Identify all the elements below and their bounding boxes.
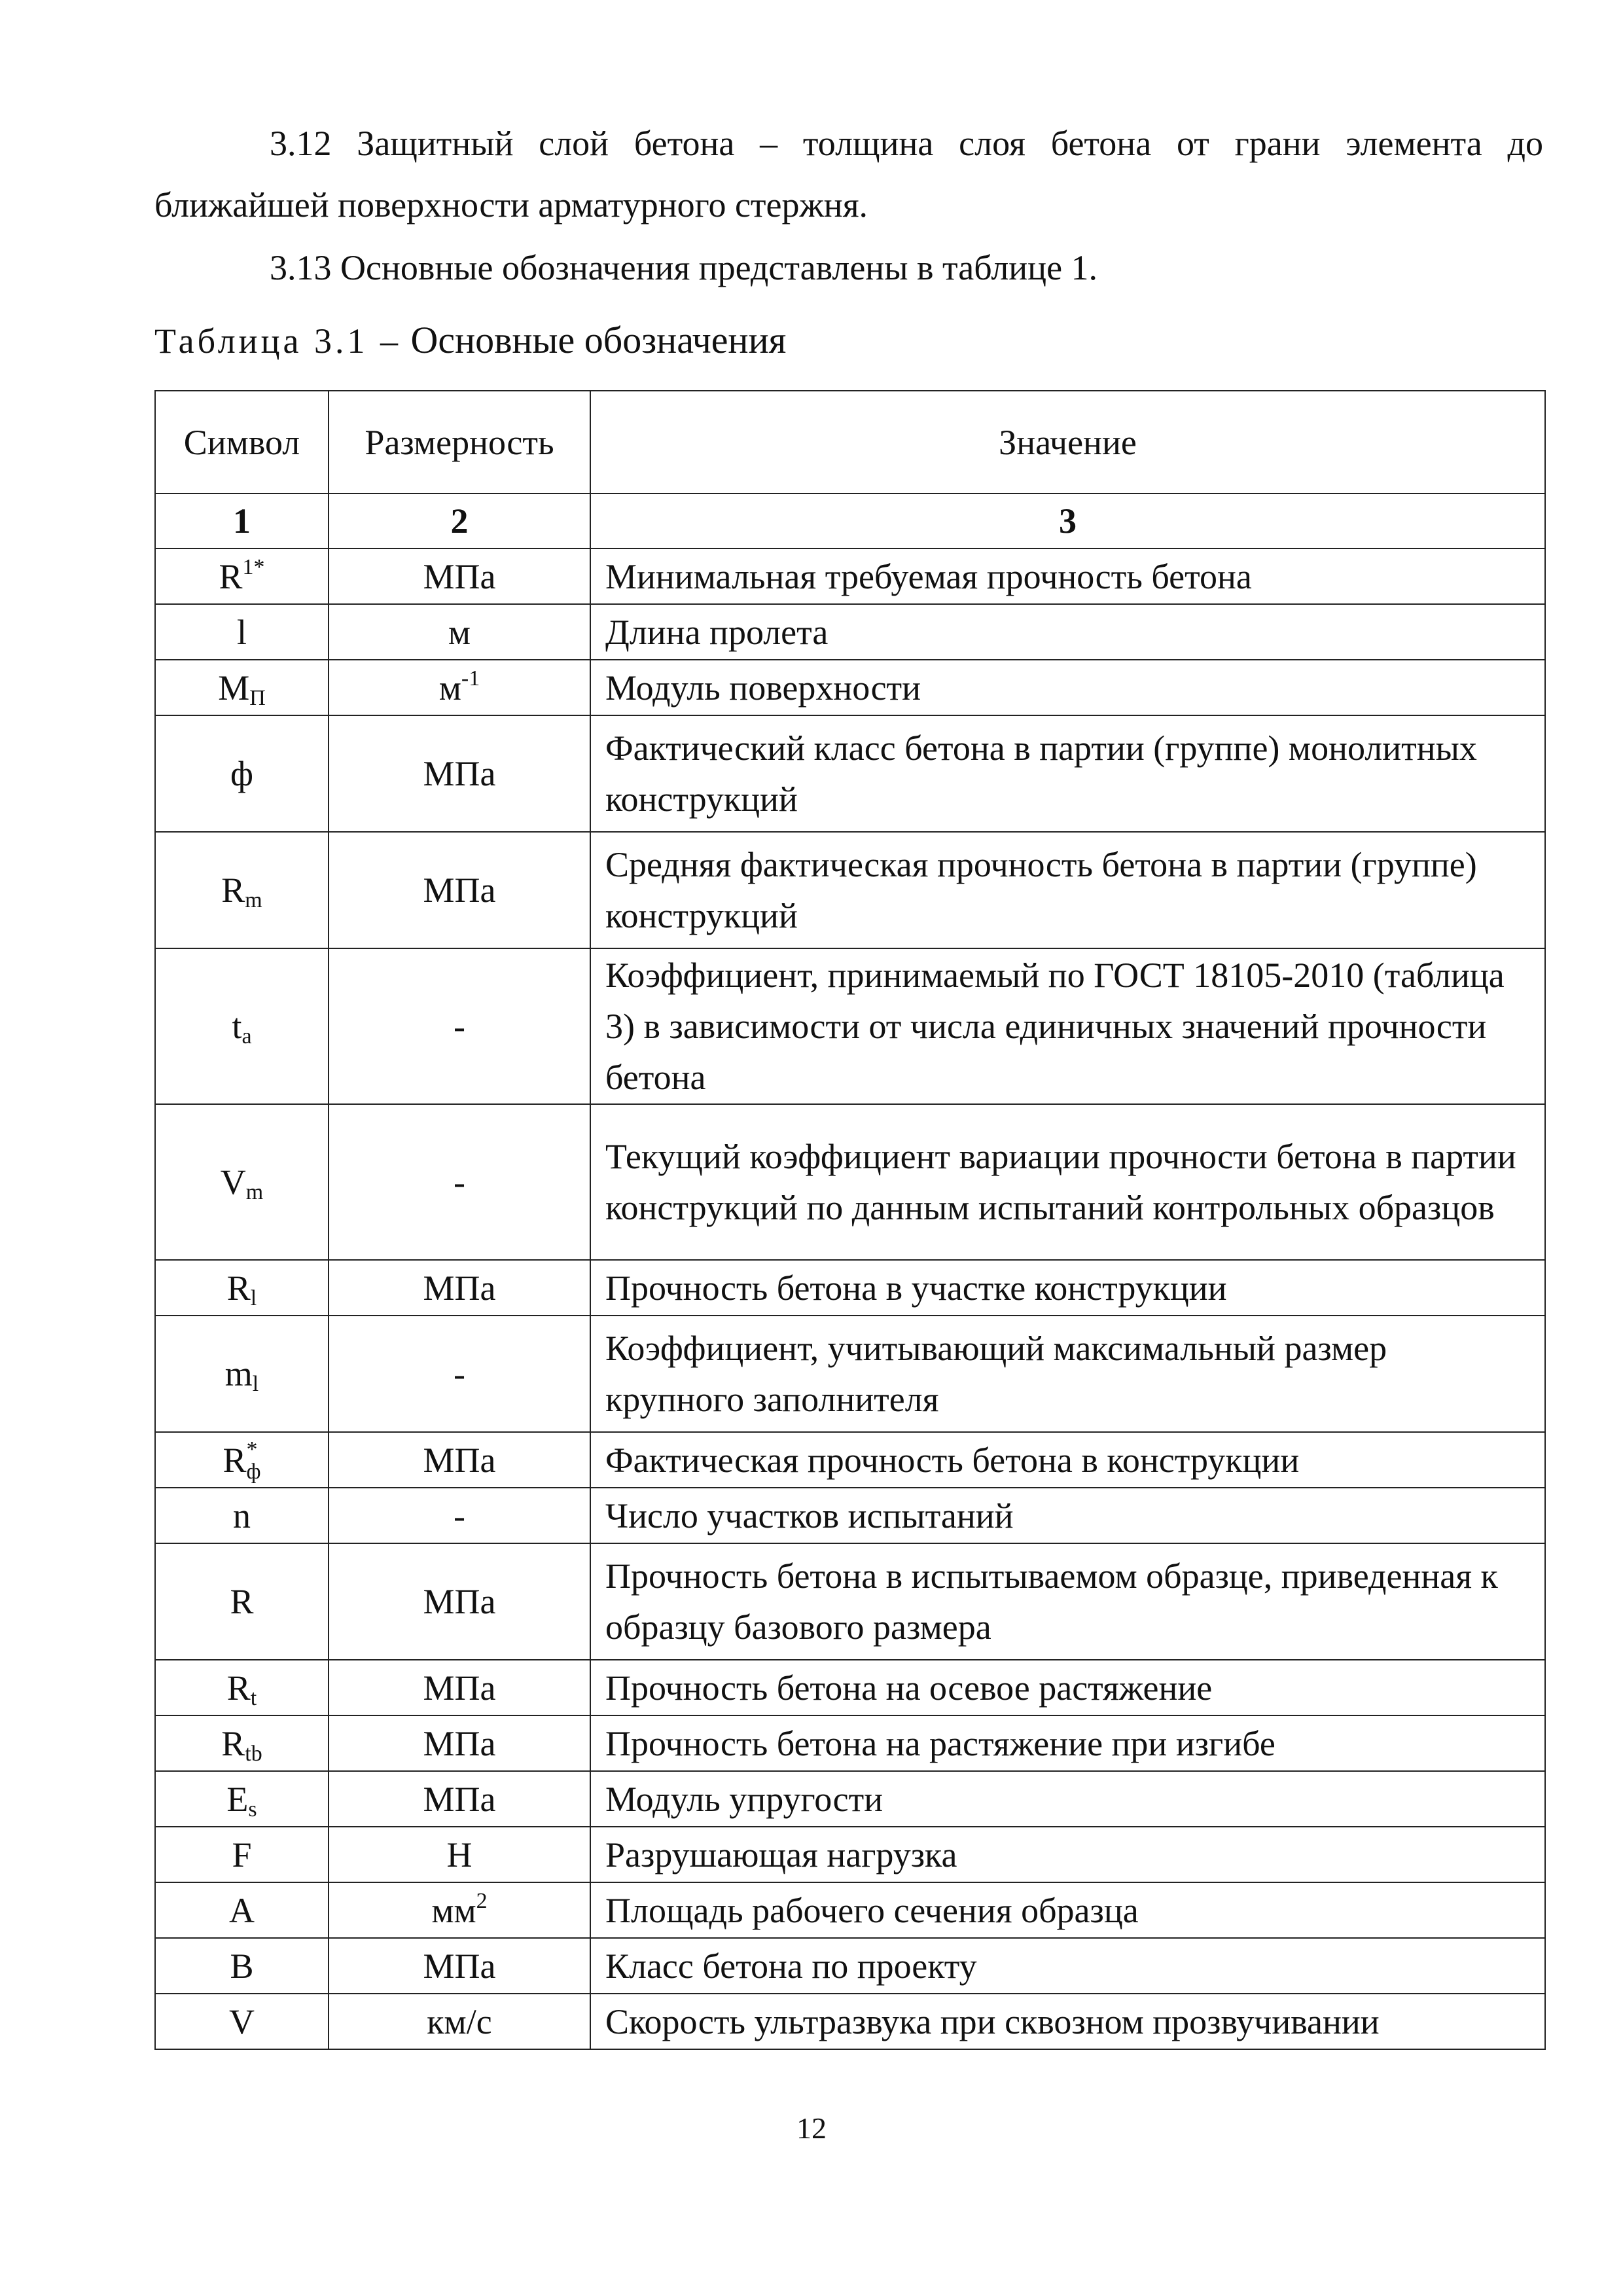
dimension-unit: МПа — [423, 870, 496, 910]
meaning-cell: Прочность бетона на растяжение при изгибе — [590, 1715, 1545, 1771]
symbol-subscript: m — [245, 888, 262, 912]
dimension-cell — [329, 1488, 590, 1543]
table-row — [155, 1543, 1545, 1660]
dimension-superscript: 2 — [476, 1888, 488, 1913]
dimension-unit: МПа — [423, 1440, 496, 1480]
symbol-base: R — [221, 1723, 245, 1763]
dimension-superscript: -1 — [461, 666, 480, 691]
table-caption-label: Таблица 3.1 – — [154, 321, 401, 361]
symbol-superscript: 1* — [242, 554, 265, 579]
meaning-cell: Текущий коэффициент вариации прочности бетона в партии конструкций по данным испытаний контрольных образцов — [590, 1104, 1545, 1260]
symbol-cell — [155, 1771, 329, 1827]
symbol-base: m — [224, 1354, 253, 1393]
table-body — [155, 548, 1545, 2049]
dimension-cell — [329, 548, 590, 604]
dimension-unit: км/с — [427, 2001, 492, 2041]
symbol-cell — [155, 1260, 329, 1316]
symbol-subscript: t — [250, 1685, 257, 1710]
meaning-cell: Прочность бетона на осевое растяжение — [590, 1660, 1545, 1715]
meaning-cell: Фактическая прочность бетона в конструкции — [590, 1432, 1545, 1488]
dimension-cell — [329, 1316, 590, 1432]
meaning-cell: Площадь рабочего сечения образца — [590, 1882, 1545, 1938]
designations-table — [154, 390, 1546, 2050]
table-row — [155, 660, 1545, 715]
dimension-cell — [329, 1938, 590, 1994]
dimension-unit: - — [454, 1007, 465, 1046]
dimension-unit: МПа — [423, 1268, 496, 1308]
symbol-subscript: s — [248, 1797, 257, 1821]
meaning-cell: Фактический класс бетона в партии (группе) монолитных конструкций — [590, 715, 1545, 832]
dimension-unit: МПа — [423, 1668, 496, 1708]
dimension-unit: МПа — [423, 556, 496, 596]
symbol-cell — [155, 832, 329, 948]
meaning-cell: Модуль поверхности — [590, 660, 1545, 715]
dimension-unit: МПа — [423, 1779, 496, 1819]
column-number: 1 — [155, 493, 329, 548]
table-row — [155, 1715, 1545, 1771]
symbol-cell — [155, 1994, 329, 2049]
dimension-cell — [329, 1827, 590, 1882]
column-number-row — [155, 493, 1545, 548]
table-row — [155, 1938, 1545, 1994]
dimension-unit: м — [438, 668, 461, 708]
header-dimension: Размерность — [329, 391, 590, 493]
column-number: 2 — [329, 493, 590, 548]
dimension-unit: МПа — [423, 1946, 496, 1986]
symbol-base: R — [226, 1268, 251, 1308]
dimension-unit: - — [454, 1496, 465, 1535]
dimension-unit: МПа — [423, 1723, 496, 1763]
dimension-cell — [329, 948, 590, 1104]
dimension-cell — [329, 1104, 590, 1260]
symbol-base: R — [226, 1668, 251, 1708]
dimension-cell — [329, 1543, 590, 1660]
meaning-cell: Средняя фактическая прочность бетона в партии (группе) конструкций — [590, 832, 1545, 948]
symbol-cell — [155, 1543, 329, 1660]
symbol-cell — [155, 660, 329, 715]
table-row — [155, 715, 1545, 832]
symbol-base: R — [221, 870, 245, 910]
dimension-cell — [329, 715, 590, 832]
meaning-cell: Коэффициент, принимаемый по ГОСТ 18105-2010 (таблица 3) в зависимости от числа единичных значений прочности бетона — [590, 948, 1545, 1104]
meaning-cell: Прочность бетона в участке конструкции — [590, 1260, 1545, 1316]
table-row — [155, 1488, 1545, 1543]
header-symbol: Символ — [155, 391, 329, 493]
symbol-subscript: ф — [246, 1459, 261, 1484]
meaning-cell: Число участков испытаний — [590, 1488, 1545, 1543]
symbol-subscript: m — [245, 1180, 264, 1204]
dimension-unit: МПа — [423, 1582, 496, 1621]
table-row — [155, 832, 1545, 948]
symbol-cell — [155, 948, 329, 1104]
symbol-cell — [155, 1104, 329, 1260]
symbol-subscript: l — [252, 1372, 259, 1396]
dimension-cell — [329, 1715, 590, 1771]
designations-table-wrapper — [154, 390, 1544, 2050]
table-row — [155, 1771, 1545, 1827]
paragraph-3-13: 3.13 Основные обозначения представлены в таблице 1. — [270, 248, 1098, 287]
meaning-cell: Длина пролета — [590, 604, 1545, 660]
symbol-subscript: l — [250, 1285, 257, 1310]
symbol-cell — [155, 1882, 329, 1938]
column-number: 3 — [590, 493, 1545, 548]
dimension-unit: м — [448, 612, 471, 652]
dimension-cell — [329, 1771, 590, 1827]
table-row — [155, 1994, 1545, 2049]
symbol-subscript: a — [241, 1024, 252, 1049]
table-caption-title: Основные обозначения — [410, 319, 787, 361]
meaning-cell: Коэффициент, учитывающий максимальный размер крупного заполнителя — [590, 1316, 1545, 1432]
symbol-cell — [155, 1660, 329, 1715]
symbol-base: F — [232, 1835, 252, 1874]
dimension-cell — [329, 1994, 590, 2049]
dimension-cell — [329, 832, 590, 948]
meaning-cell: Минимальная требуемая прочность бетона — [590, 548, 1545, 604]
dimension-unit: мм — [431, 1890, 476, 1930]
symbol-base: R — [219, 556, 243, 596]
symbol-base: R — [223, 1440, 247, 1480]
dimension-unit: МПа — [423, 754, 496, 793]
dimension-unit: Н — [446, 1835, 473, 1874]
table-header-row — [155, 391, 1545, 493]
meaning-cell: Прочность бетона в испытываемом образце, приведенная к образцу базового размера — [590, 1543, 1545, 1660]
symbol-cell — [155, 1715, 329, 1771]
symbol-base: М — [218, 668, 250, 708]
symbol-index-stack — [247, 1439, 261, 1483]
meaning-cell: Модуль упругости — [590, 1771, 1545, 1827]
dimension-cell — [329, 1660, 590, 1715]
symbol-cell — [155, 715, 329, 832]
symbol-cell — [155, 1488, 329, 1543]
table-row — [155, 948, 1545, 1104]
table-row — [155, 1104, 1545, 1260]
table-row — [155, 604, 1545, 660]
dimension-unit: - — [454, 1354, 465, 1393]
symbol-cell — [155, 1938, 329, 1994]
symbol-base: t — [232, 1007, 242, 1046]
dimension-cell — [329, 1432, 590, 1488]
symbol-base: E — [226, 1779, 249, 1819]
symbol-base: ф — [230, 754, 253, 793]
dimension-cell — [329, 660, 590, 715]
dimension-unit: - — [454, 1162, 465, 1202]
table-row — [155, 1660, 1545, 1715]
header-meaning: Значение — [590, 391, 1545, 493]
symbol-base: n — [233, 1496, 251, 1535]
symbol-subscript: tb — [245, 1741, 262, 1766]
table-row — [155, 1882, 1545, 1938]
symbol-base: R — [230, 1582, 254, 1621]
symbol-cell — [155, 548, 329, 604]
symbol-base: A — [229, 1890, 255, 1930]
symbol-superscript: * — [246, 1437, 258, 1462]
table-row — [155, 1827, 1545, 1882]
symbol-base: V — [220, 1162, 246, 1202]
symbol-subscript: П — [249, 685, 266, 710]
table-caption — [154, 314, 786, 367]
table-row — [155, 1432, 1545, 1488]
table-row — [155, 1316, 1545, 1432]
symbol-cell — [155, 604, 329, 660]
dimension-cell — [329, 604, 590, 660]
paragraph-3-12: 3.12 Защитный слой бетона – толщина слоя бетона от грани элемента до ближайшей поверхности арматурного стержня. — [154, 124, 1543, 224]
symbol-cell — [155, 1316, 329, 1432]
table-row — [155, 548, 1545, 604]
table-row — [155, 1260, 1545, 1316]
page-number: 12 — [796, 2111, 827, 2145]
meaning-cell: Класс бетона по проекту — [590, 1938, 1545, 1994]
dimension-cell — [329, 1260, 590, 1316]
meaning-cell: Разрушающая нагрузка — [590, 1827, 1545, 1882]
symbol-base: B — [230, 1946, 254, 1986]
symbol-base: V — [229, 2001, 255, 2041]
symbol-cell — [155, 1827, 329, 1882]
meaning-cell: Скорость ультразвука при сквозном прозвучивании — [590, 1994, 1545, 2049]
dimension-cell — [329, 1882, 590, 1938]
symbol-cell — [155, 1432, 329, 1488]
symbol-base: l — [236, 612, 247, 652]
